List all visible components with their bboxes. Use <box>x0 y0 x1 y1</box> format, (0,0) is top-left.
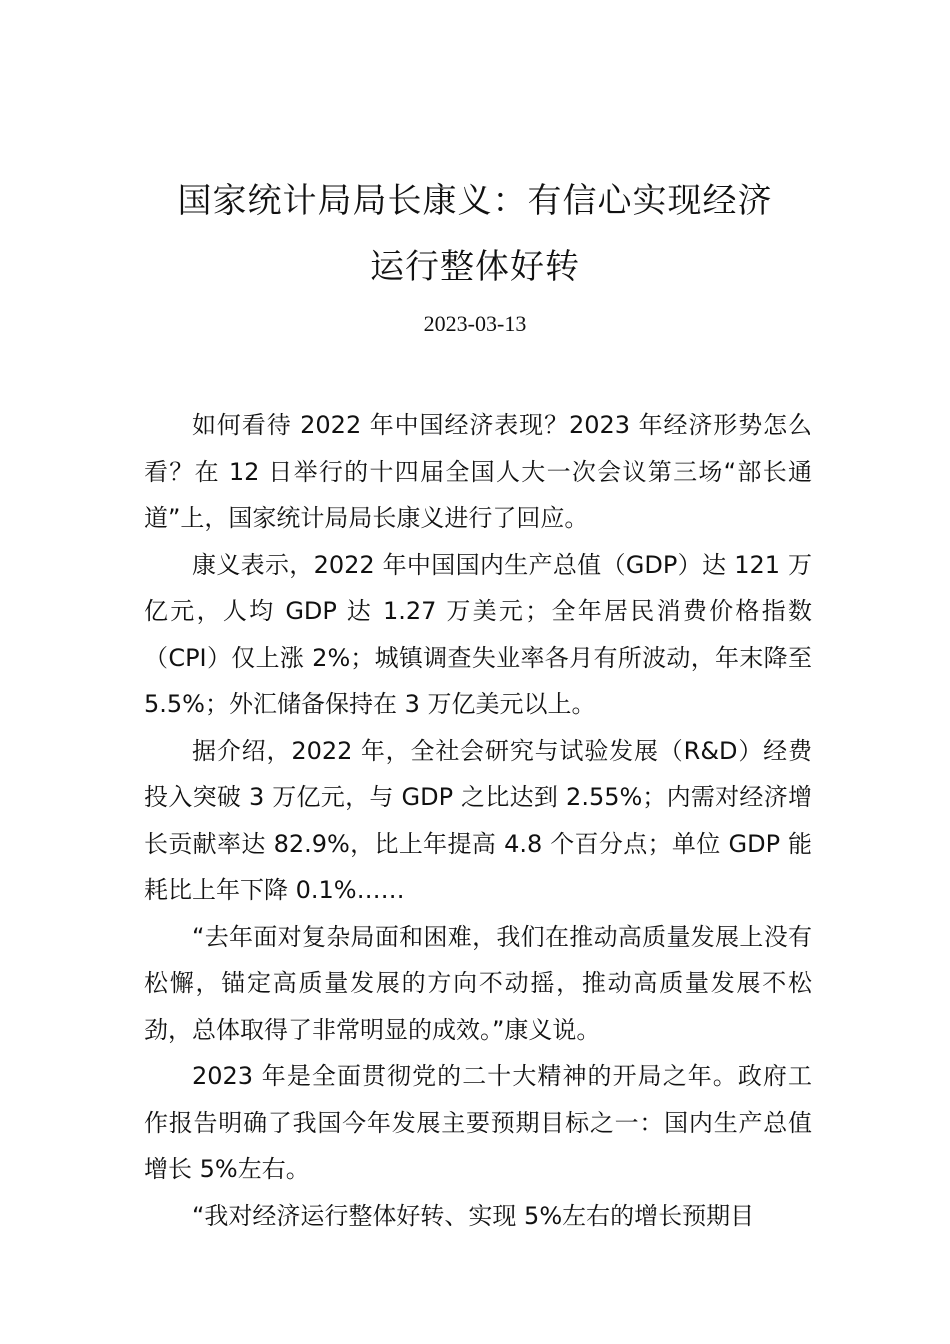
article-title-line1: 国家统计局局长康义：有信心实现经济 <box>177 181 773 221</box>
paragraph: “去年面对复杂局面和困难，我们在推动高质量发展上没有松懈，锚定高质量发展的方向不动摇，推动高质量发展不松劲，总体取得了非常明显的成效。”康义说。 <box>144 922 812 1044</box>
article-title-line2: 运行整体好转 <box>370 247 580 287</box>
paragraph: 据介绍，2022 年，全社会研究与试验发展（R&D）经费投入突破 3 万亿元，与 GDP 之比达到 2.55%；内需对经济增长贡献率达 82.9%，比上年提高 4.8 个百分点；单位 GDP 能耗比上年下降 0.1%…… <box>144 736 812 904</box>
article-date: 2023-03-13 <box>423 311 527 336</box>
paragraph: 康义表示，2022 年中国国内生产总值（GDP）达 121 万亿元，人均 GDP 达 1.27 万美元；全年居民消费价格指数（CPI）仅上涨 2%；城镇调查失业率各月有所波动，年末降至 5.5%；外汇储备保持在 3 万亿美元以上。 <box>144 550 812 718</box>
article-body <box>144 402 812 1239</box>
paragraph: “我对经济运行整体好转、实现 5%左右的增长预期目 <box>192 1201 755 1230</box>
paragraph: 2023 年是全面贯彻党的二十大精神的开局之年。政府工作报告明确了我国今年发展主要预期目标之一：国内生产总值增长 5%左右。 <box>144 1062 812 1183</box>
paragraph: 如何看待 2022 年中国经济表现？2023 年经济形势怎么看？在 12 日举行的十四届全国人大一次会议第三场“部长通道”上，国家统计局局长康义进行了回应。 <box>144 411 812 532</box>
